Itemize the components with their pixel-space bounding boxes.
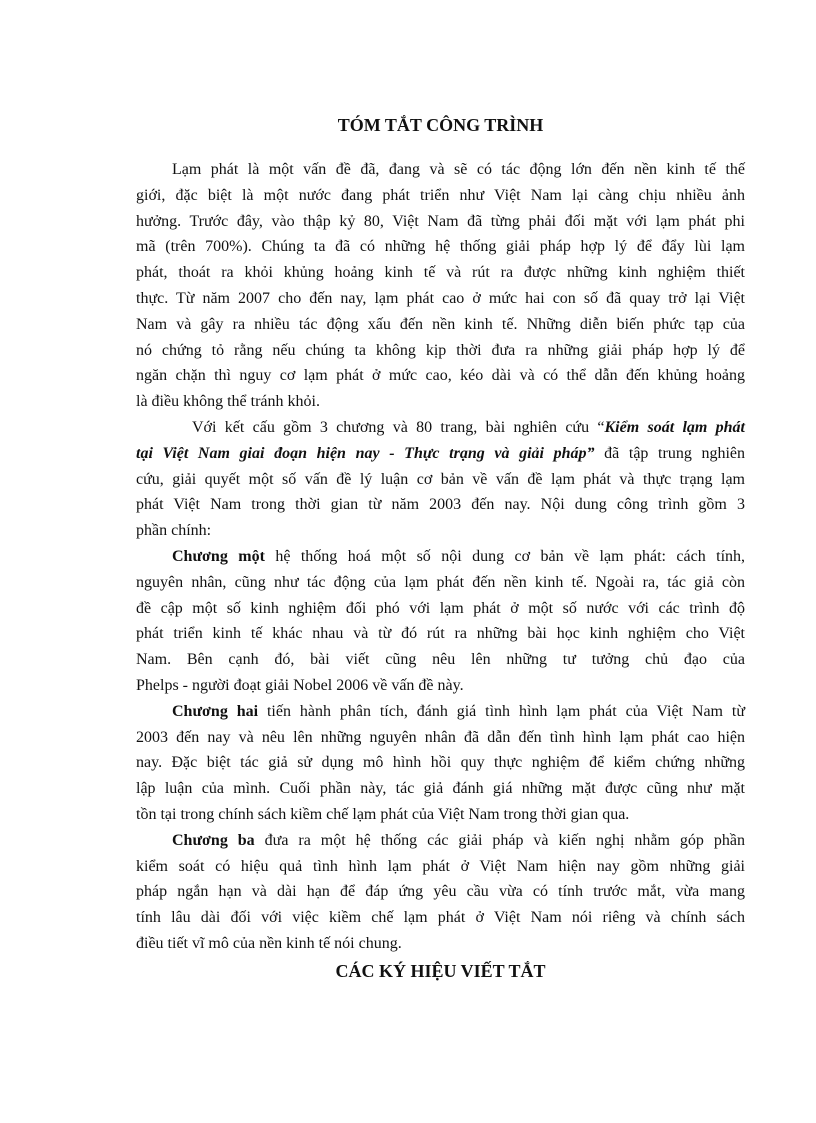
text-segment: Lạm phát là một vấn đề đã, đang và sẽ có tác động lớn đến nền kinh tế thế bbox=[172, 161, 745, 178]
abbreviations-heading: CÁC KÝ HIỆU VIẾT TẮT bbox=[335, 961, 546, 981]
text-segment: đã tập trung nghiên bbox=[594, 444, 746, 462]
text-segment: ngăn chặn thì nguy cơ lạm phát ở mức cao, kéo dài và có thể dẫn đến khủng hoảng bbox=[136, 367, 745, 385]
text-segment: phát Việt Nam trong thời gian từ năm 2003 đến nay. Nội dung công trình gồm 3 bbox=[136, 496, 745, 514]
text-segment: Nam. Bên cạnh đó, bài viết cũng nêu lên những tư tưởng chủ đạo của bbox=[136, 651, 745, 669]
summary-title: TÓM TẮT CÔNG TRÌNH bbox=[337, 115, 544, 135]
text-line bbox=[136, 157, 745, 183]
text-segment: nay. Đặc biệt tác giả sử dụng mô hình hồi quy thực nghiệm để kiểm chứng những bbox=[136, 754, 745, 772]
text-line bbox=[136, 725, 745, 751]
document-body bbox=[136, 157, 745, 957]
text-segment: lập luận của mình. Cuối phần này, tác giả đánh giá những mặt được cũng như mặt bbox=[136, 780, 745, 798]
text-segment: phát, thoát ra khỏi khủng hoảng kinh tế và rút ra được những kinh nghiệm thiết bbox=[136, 264, 745, 282]
text-line bbox=[136, 286, 745, 312]
text-line bbox=[136, 931, 745, 957]
text-line bbox=[136, 621, 745, 647]
text-line bbox=[136, 415, 745, 441]
text-segment: Với kết cấu gồm 3 chương và 80 trang, bài nghiên cứu “ bbox=[192, 418, 605, 436]
text-segment: phát triển kinh tế khác nhau và từ đó rút ra những bài học kinh nghiệm cho Việt bbox=[136, 625, 745, 643]
text-segment: nguyên nhân, cũng như tác động của lạm phát đến nền kinh tế. Ngoài ra, tác giả còn bbox=[136, 573, 745, 591]
text-line bbox=[136, 570, 745, 596]
text-segment: nó chứng tỏ rằng nếu chúng ta không kịp thời đưa ra những giải pháp hợp lý để bbox=[136, 341, 745, 359]
text-segment: Nam và gây ra nhiều tác động xấu đến nền kinh tế. Những diễn biến phức tạp của bbox=[136, 315, 745, 333]
emphasis-text: Kiểm soát lạm phát bbox=[604, 418, 745, 436]
emphasis-text: tại Việt Nam giai đoạn hiện nay - Thực trạng và giải pháp” bbox=[136, 444, 595, 462]
text-line bbox=[136, 338, 745, 364]
text-segment: mã (trên 700%). Chúng ta đã có những hệ thống giải pháp hợp lý để đẩy lùi lạm bbox=[136, 238, 745, 256]
text-line bbox=[136, 234, 745, 260]
text-line bbox=[136, 828, 745, 854]
text-segment: giới, đặc biệt là một nước đang phát triển như Việt Nam lại càng chịu nhiều ảnh bbox=[136, 186, 745, 204]
text-segment: điều tiết vĩ mô của nền kinh tế nói chung. bbox=[136, 934, 402, 952]
text-line bbox=[136, 854, 745, 880]
paragraph bbox=[136, 415, 745, 544]
text-line bbox=[136, 879, 745, 905]
text-segment: hưởng. Trước đây, vào thập kỷ 80, Việt Nam đã từng phải đối mặt với lạm phát phi bbox=[136, 212, 745, 230]
emphasis-text: Chương một bbox=[172, 547, 265, 565]
text-segment: tiến hành phân tích, đánh giá tình hình lạm phát của Việt Nam từ bbox=[258, 702, 746, 720]
text-line bbox=[136, 389, 745, 415]
text-segment: đưa ra một hệ thống các giải pháp và kiến nghị nhằm góp phần bbox=[254, 831, 746, 849]
text-line bbox=[136, 699, 745, 725]
text-segment: kiểm soát có hiệu quả tình hình lạm phát ở Việt Nam hiện nay gồm những giải bbox=[136, 857, 745, 875]
text-segment: là điều không thể tránh khỏi. bbox=[136, 393, 320, 411]
text-line bbox=[136, 905, 745, 931]
text-line bbox=[136, 750, 745, 776]
text-segment: Phelps - người đoạt giải Nobel 2006 về vấn đề này. bbox=[136, 676, 464, 694]
text-line bbox=[136, 518, 745, 544]
text-segment: tồn tại trong chính sách kiềm chế lạm phát của Việt Nam trong thời gian qua. bbox=[136, 805, 630, 823]
text-segment: thực. Từ năm 2007 cho đến nay, lạm phát cao ở mức hai con số đã quay trở lại Việt bbox=[136, 289, 745, 307]
text-segment: phần chính: bbox=[136, 522, 212, 540]
text-line bbox=[136, 441, 745, 467]
text-line bbox=[136, 802, 745, 828]
emphasis-text: Chương hai bbox=[172, 702, 259, 720]
text-line bbox=[136, 673, 745, 699]
text-segment: tính lâu dài đối với việc kiềm chế lạm phát ở Việt Nam nói riêng và chính sách bbox=[136, 909, 745, 927]
text-segment: cứu, giải quyết một số vấn đề lý luận cơ bản về vấn đề lạm phát và thực trạng lạm bbox=[136, 470, 745, 488]
emphasis-text: Chương ba bbox=[172, 831, 255, 849]
paragraph bbox=[136, 544, 745, 699]
text-line bbox=[136, 363, 745, 389]
text-line bbox=[136, 183, 745, 209]
paragraph bbox=[136, 157, 745, 415]
text-line bbox=[136, 776, 745, 802]
text-line bbox=[136, 209, 745, 235]
text-line bbox=[136, 260, 745, 286]
text-line bbox=[136, 596, 745, 622]
text-line bbox=[136, 544, 745, 570]
text-segment: 2003 đến nay và nêu lên những nguyên nhân đã dẫn đến tình hình lạm phát cao hiện bbox=[136, 728, 745, 746]
text-segment: pháp ngắn hạn và dài hạn để đáp ứng yêu cầu vừa có tính trước mắt, vừa mang bbox=[136, 883, 745, 901]
text-segment: đề cập một số kinh nghiệm đối phó với lạm phát ở một số nước với các trình độ bbox=[136, 599, 745, 617]
paragraph bbox=[136, 828, 745, 957]
text-line bbox=[136, 647, 745, 673]
text-segment: hệ thống hoá một số nội dung cơ bản về lạm phát: cách tính, bbox=[264, 547, 746, 565]
text-line bbox=[136, 492, 745, 518]
paragraph bbox=[136, 699, 745, 828]
text-line bbox=[136, 467, 745, 493]
text-line bbox=[136, 312, 745, 338]
